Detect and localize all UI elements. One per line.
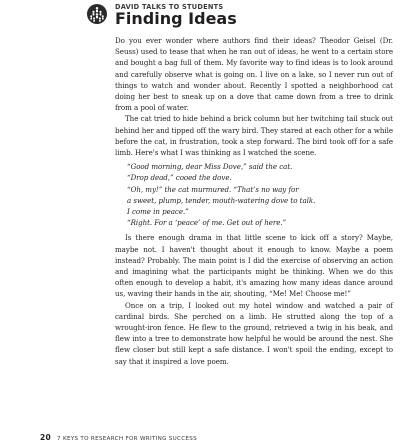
page-title: Finding Ideas <box>115 9 237 28</box>
dialogue-line: “Good morning, dear Miss Dove,” said the cat. <box>127 162 293 172</box>
paragraph: The cat tried to hide behind a brick column but her twitching tail stuck out behind her and tipped off the wary bird. They stared at each other for a while before the cat, in frustration, took a step forward. The bird took off for a safe limb. Here's what I was thinking as I watched the scene. <box>115 114 393 158</box>
page-footer <box>40 433 197 442</box>
dialogue-line: “Oh, my!” the cat murmured. “That’s no way for <box>127 184 299 194</box>
article-body <box>115 35 393 367</box>
paragraph: Once on a trip, I looked out my hotel window and watched a pair of cardinal birds. She perched on a limb. He strutted along the top of a wrought-iron fence. He flew to the ground, retrieved a twig in his beak, and flew into a tree to demonstrate how helpful he would be around the nest. She flew closer but still kept a safe distance. I won't spoil the ending, except to say that it inspired a love poem. <box>115 300 393 366</box>
people-group-icon <box>87 4 107 24</box>
section-kicker: DAVID TALKS TO STUDENTS <box>115 3 224 11</box>
dialogue-line: “Drop dead,” cooed the dove. <box>127 173 232 183</box>
dialogue-line: a sweet, plump, tender, mouth-watering dove to talk. <box>127 195 316 205</box>
dialogue-line: “Right. For a ‘peace’ of me. Get out of here.” <box>127 218 287 228</box>
dialogue-line: I come in peace.” <box>127 207 189 217</box>
paragraph: Do you ever wonder where authors find their ideas? Theodor Geisel (Dr. Seuss) used to tease that when he ran out of ideas, he went to a certain store and bought a bag full of them. My favorite way to find ideas is to look around and carefully observe what is going on. I live on a lake, so I never run out of things to watch and wonder about. Recently I spotted a neighborhood cat doing her best to sneak up on a dove that came down from a tree to drink from a pool of water. <box>115 36 393 113</box>
page-number: 20 <box>40 433 52 442</box>
dialogue-block <box>127 161 393 228</box>
running-book-title: 7 KEYS TO RESEARCH FOR WRITING SUCCESS <box>57 436 197 442</box>
paragraph: Is there enough drama in that little scene to kick off a story? Maybe, maybe not. I haven't thought about it enough to know. Maybe a poem instead? Probably. The main point is I did the exercise of observing an action and imagining what the participants might be thinking. When we do this often enough to develop a habit, it's amazing how many ideas dance around us, waving their hands in the air, shouting, “Me! Me! Choose me!” <box>115 233 393 299</box>
